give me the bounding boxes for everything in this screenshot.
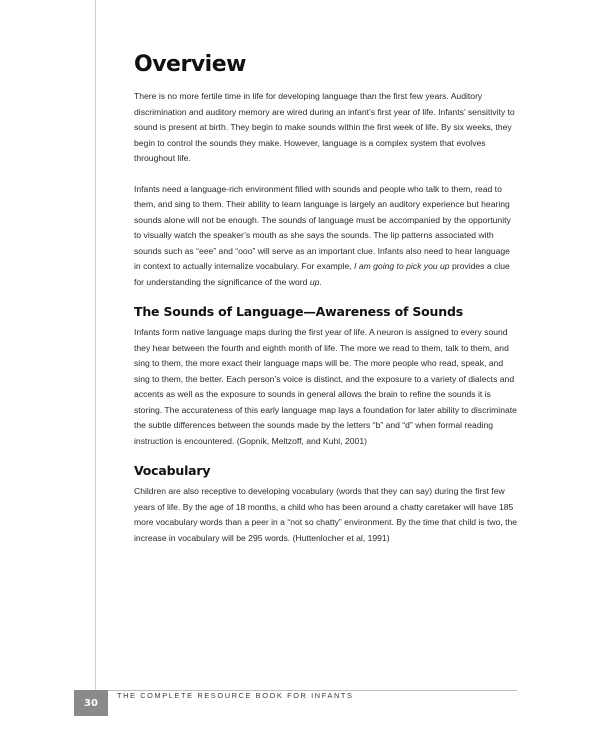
page-number: 30 <box>74 690 108 716</box>
running-footer-title: THE COMPLETE RESOURCE BOOK FOR INFANTS <box>117 691 354 700</box>
page-title: Overview <box>134 52 246 77</box>
vocabulary-paragraph: Children are also receptive to developing vocabulary (words that they can say) during the first few years of life. By the age of 18 months, a child who has been around a chatty caretaker will have 185 more vocabulary words than a peer in a “not so chatty” environment. By the time that child is two, the increase in vocabulary will be 295 words. (Huttenlocher et al, 1991) <box>134 486 518 543</box>
overview-p2-text-middle: provides a clue for understanding the significance of the word <box>134 261 510 287</box>
sounds-paragraph: Infants form native language maps during the first year of life. A neuron is assigned to every sound they hear between the fourth and eighth month of life. The more we read to them, talk to them, and sing to them, the more exact their language maps will be. The more people who read, speak, and sing to them, the better. Each person’s voice is distinct, and the exposure to a variety of dialects and accents as well as the exposure to sounds in general allows the brain to refine the sounds it is storing. The accurateness of this early language map lays a foundation for later ability to discriminate the subtle differences between the sounds made by the letters “b” and “d” when formal reading instruction is encountered. (Gopnik, Meltzoff, and Kuhl, 2001) <box>134 327 517 446</box>
page-content <box>134 52 518 546</box>
overview-paragraph-1: There is no more fertile time in life for developing language than the first few years. Auditory discrimination and auditory memory are wired during an infant’s first year of life. Infants’ sensitivity to sound is present at birth. They begin to make sounds within the first week of life. By six weeks, they begin to control the sounds they make. However, language is a complex system that evolves throughout life. <box>134 91 515 163</box>
overview-p2-text-before: Infants need a language-rich environment filled with sounds and people who talk to them, read to them, and sing to them. Their ability to learn language is largely an auditory experience but hearing sounds alone will not be enough. The sounds of language must be accompanied by the opportunity to visually watch the speaker’s mouth as she says the sounds. The lip patterns associated with sounds such as “eee” and “ooo” will serve as an important clue. Infants also need to hear language in context to actually internalize vocabulary. For example, <box>134 183 511 271</box>
section-heading-vocabulary: Vocabulary <box>134 463 211 478</box>
overview-p2-text-end: . <box>319 276 322 287</box>
overview-paragraph-2 <box>134 182 518 291</box>
overview-p2-example-phrase: I am going to pick you up <box>354 261 450 271</box>
overview-p2-example-word: up <box>309 276 320 287</box>
section-heading-sounds: The Sounds of Language—Awareness of Sounds <box>134 304 463 319</box>
margin-rule <box>95 0 96 690</box>
